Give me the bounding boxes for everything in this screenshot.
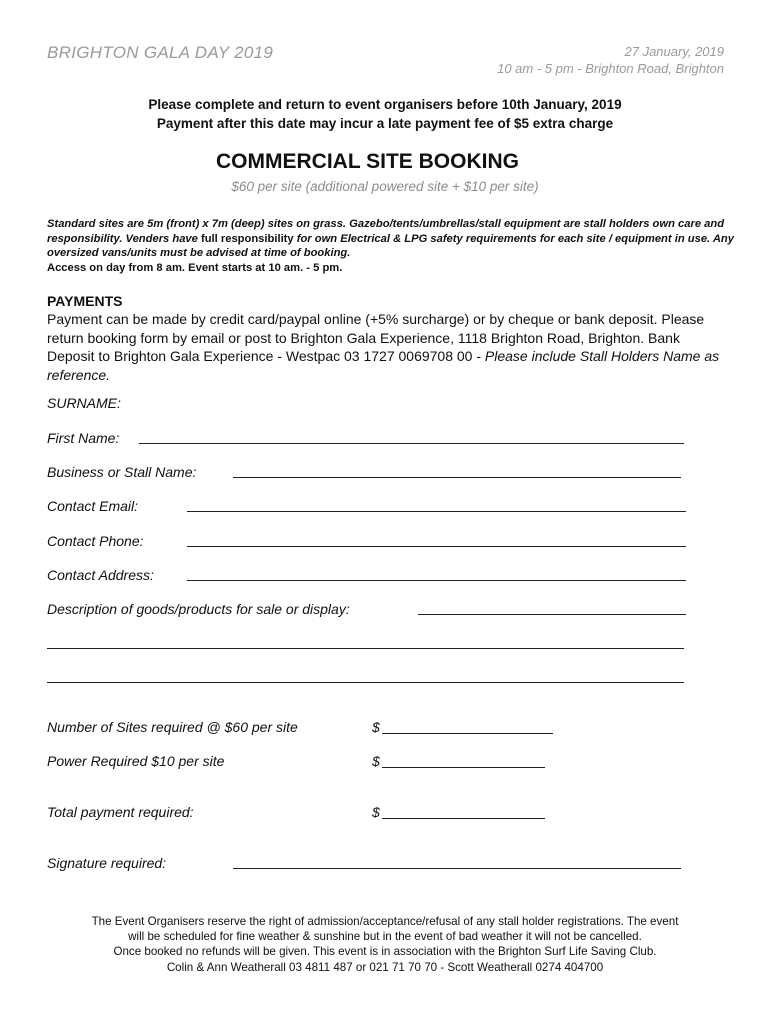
surname-label: SURNAME: [47,395,121,411]
contact-address-label: Contact Address: [47,567,154,583]
payments-heading: PAYMENTS [47,293,123,309]
footer-contacts: Colin & Ann Weatherall 03 4811 487 or 021 71 70 70 - Scott Weatherall 0274 404700 [166,960,604,974]
payments-text: Payment can be made by credit card/paypal online (+5% surcharge) or by cheque or bank deposit. Please return booking form by email or post to Brighton Gala Experience, 1118 Brighton Road, Brighton. Bank Deposit to Brighton Gala Experience - Westpac 03 1727 0069708 00 - [47,311,705,364]
contact-address-field[interactable] [187,580,686,581]
event-title: BRIGHTON GALA DAY 2019 [47,43,274,62]
signature-field[interactable] [233,868,681,869]
terms-emphasis: full responsibility [201,232,294,245]
late-fee-line: Payment after this date may incur a late payment fee of $5 extra charge [156,116,614,131]
description-field-line-3[interactable] [47,682,684,683]
contact-email-field[interactable] [187,511,686,512]
deadline-line: Please complete and return to event organisers before 10th January, 2019 [148,97,622,112]
total-amount-field[interactable] [382,818,545,819]
event-time-location: 10 am - 5 pm - Brighton Road, Brighton [497,61,724,76]
contact-phone-label: Contact Phone: [47,533,144,549]
form-title: COMMERCIAL SITE BOOKING [216,150,519,173]
description-label: Description of goods/products for sale or display: [47,601,350,617]
sites-amount-field[interactable] [382,733,553,734]
site-terms [47,217,737,275]
power-dollar-sign: $ [372,753,380,769]
first-name-label: First Name: [47,430,120,446]
event-date: 27 January, 2019 [624,44,724,59]
terms-part1: Standard sites are 5m (front) x 7m (deep) sites on grass. Gazebo/tents/umbrellas/stall equipment are stall holders own care and responsibility. Venders have [47,218,725,245]
description-field[interactable] [418,614,686,615]
power-amount-field[interactable] [382,767,545,768]
business-name-field[interactable] [233,477,681,478]
total-dollar-sign: $ [372,804,380,820]
footer-line-3: Once booked no refunds will be given. This event is in association with the Brighton Surf Life Saving Club. [113,945,657,959]
signature-label: Signature required: [47,855,167,871]
payments-body [47,310,727,384]
first-name-field[interactable] [139,443,684,444]
event-date-block [497,43,724,77]
terms-access: Access on day from 8 am. Event starts at 10 am. - 5 pm. [47,261,343,274]
contact-phone-field[interactable] [187,546,686,547]
sites-required-label: Number of Sites required @ $60 per site [47,719,298,735]
contact-email-label: Contact Email: [47,498,139,514]
footer-line-2: will be scheduled for fine weather & sunshine but in the event of bad weather it will not be cancelled. [128,930,642,944]
footer-disclaimer [0,914,770,975]
description-field-line-2[interactable] [47,648,684,649]
business-name-label: Business or Stall Name: [47,464,197,480]
power-required-label: Power Required $10 per site [47,753,225,769]
price-line: $60 per site (additional powered site + $10 per site) [231,179,539,194]
sites-dollar-sign: $ [372,719,380,735]
deadline-notice [0,95,770,133]
total-payment-label: Total payment required: [47,804,194,820]
footer-line-1: The Event Organisers reserve the right of admission/acceptance/refusal of any stall holder registrations. The event [91,915,679,928]
payments-reference-note: Please include Stall Holders Name as reference. [47,348,720,383]
terms-part2: for own Electrical & LPG safety requirements for each site / equipment in use. Any oversized vans/units must be advised at time of booking. [47,232,734,260]
